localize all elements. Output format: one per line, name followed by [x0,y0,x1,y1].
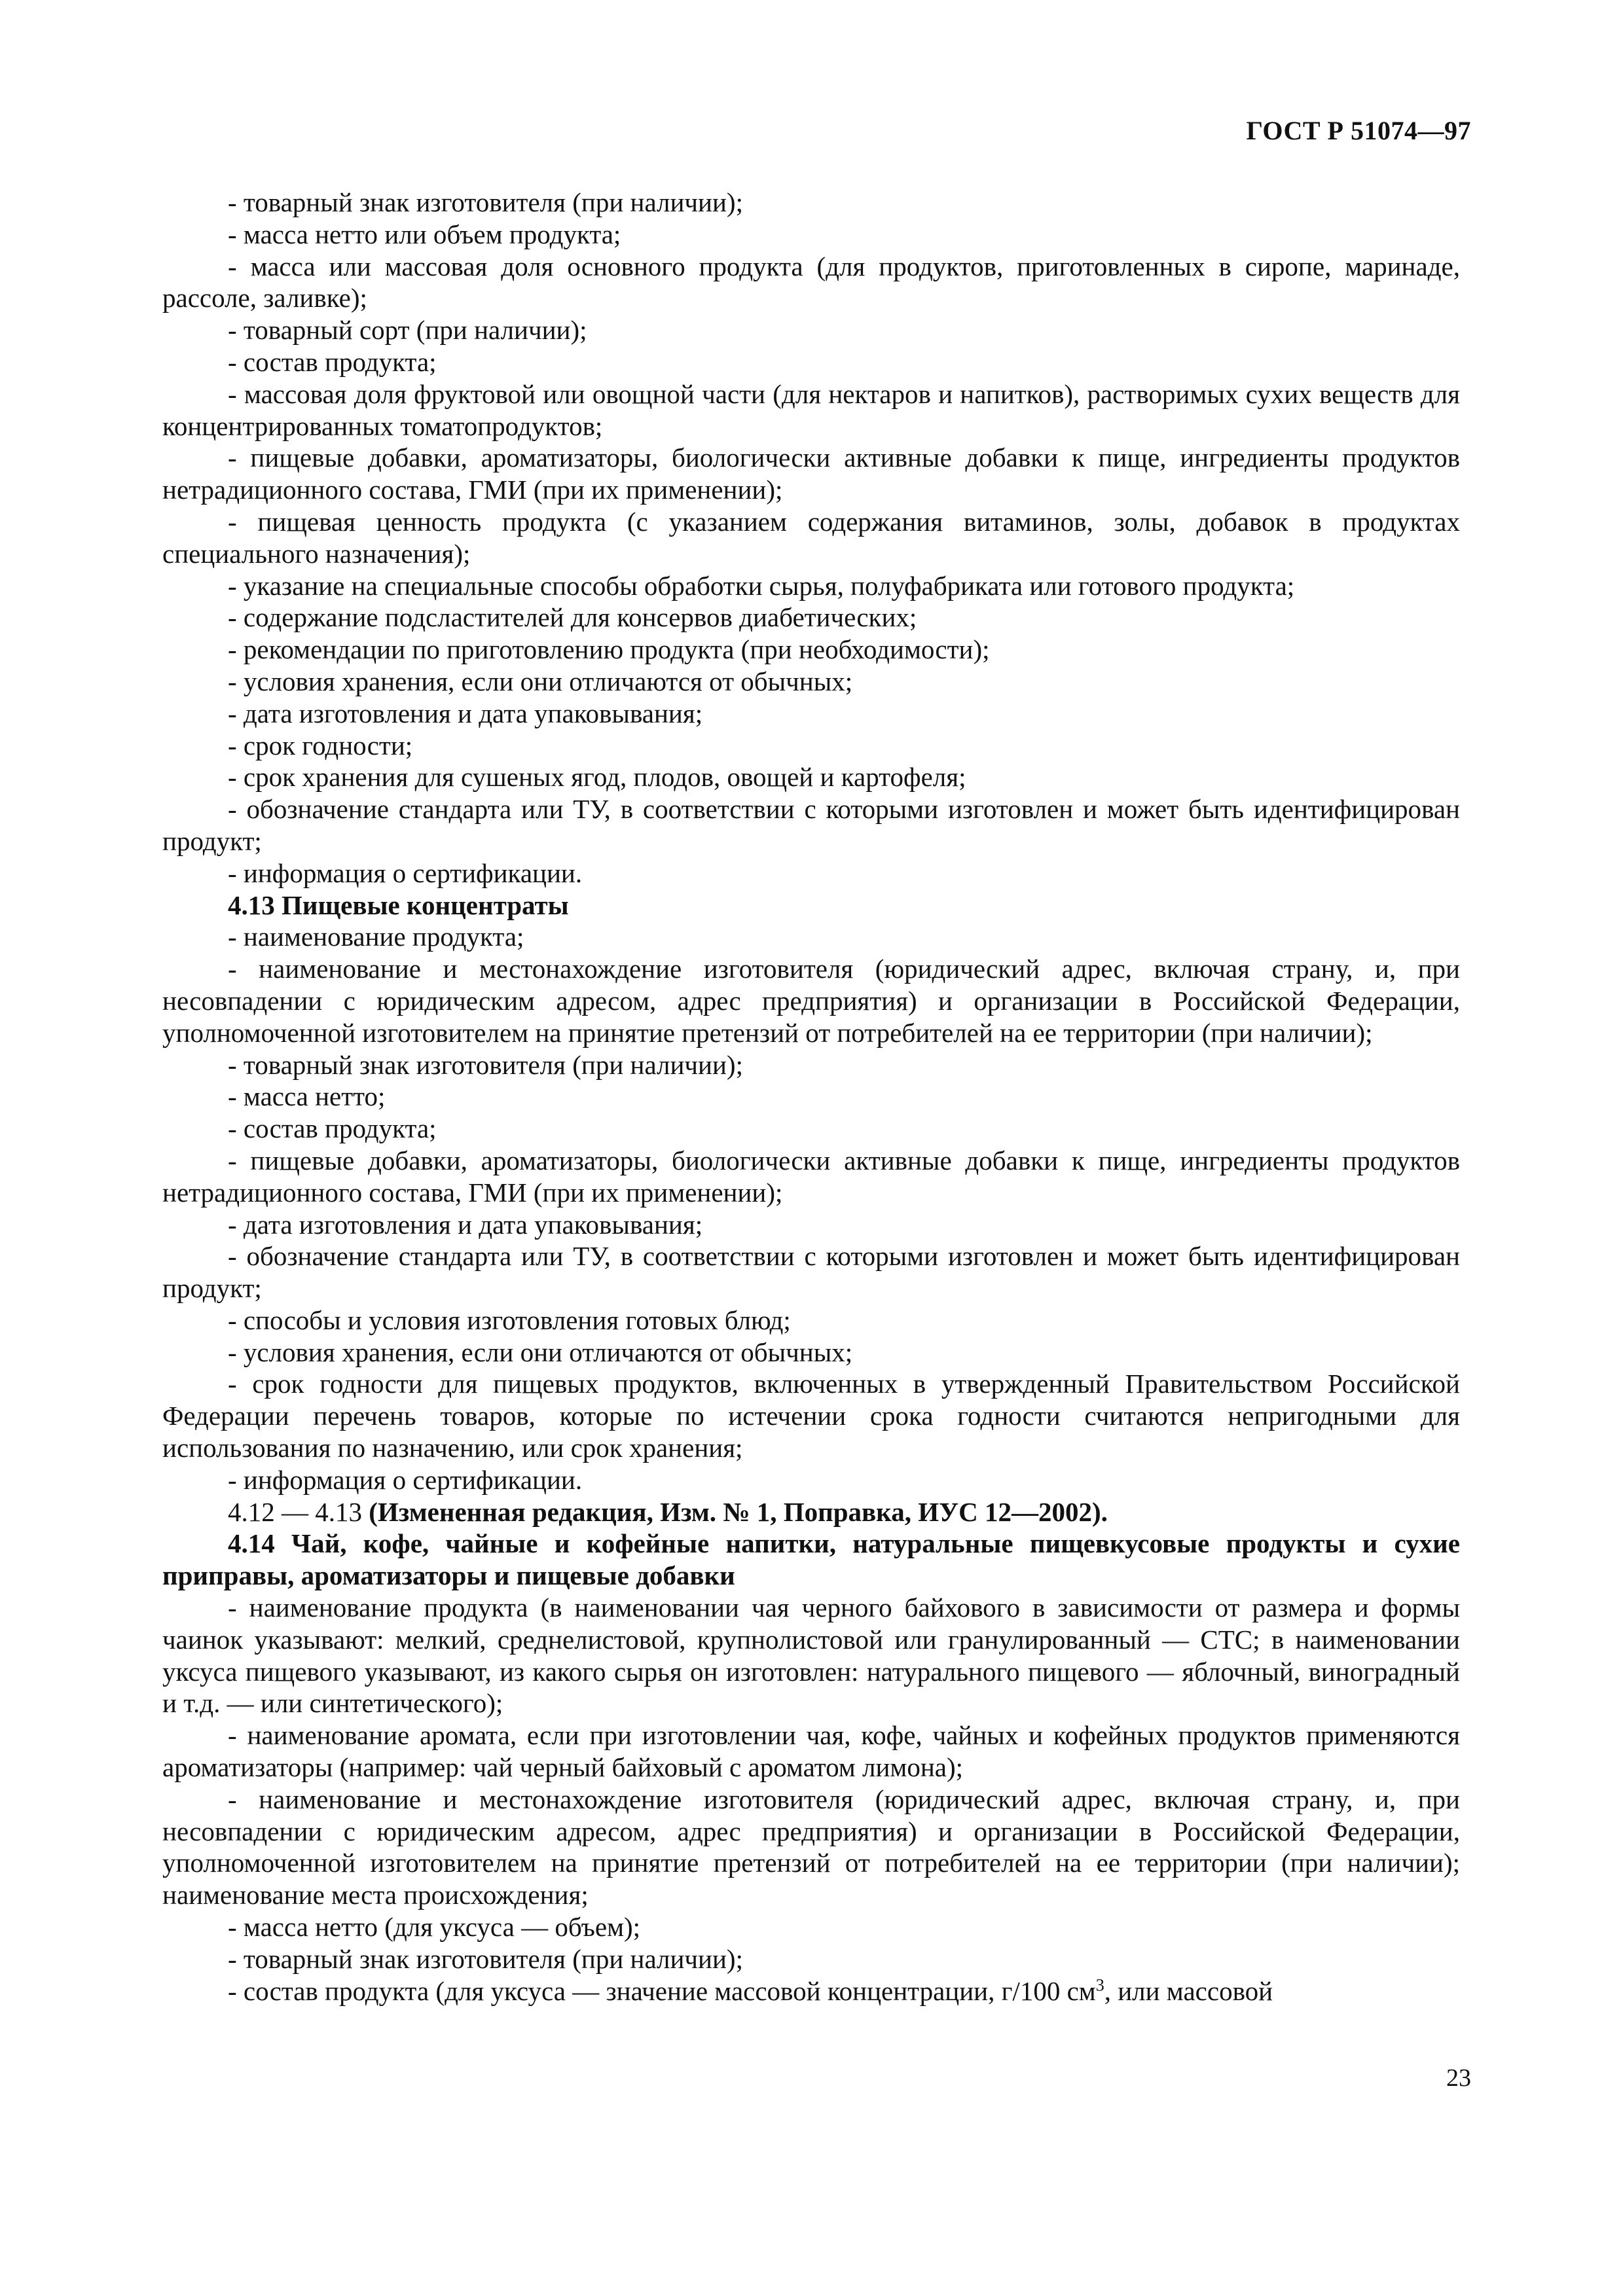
list-item: - обозначение стандарта или ТУ, в соответствии с которыми изготовлен и может быть идентифицирован продукт; [162,1241,1460,1304]
list-item: - указание на специальные способы обработки сырья, полуфабриката или готового продукта; [228,570,1295,601]
amendment-reference: (Измененная редакция, Изм. № 1, Поправка, ИУС 12—2002). [369,1496,1108,1527]
list-item: - наименование продукта (в наименовании чая черного байхового в зависимости от размера и формы чаинок указывают: мелкий, среднелистовой, крупнолистовой или гранулированный — СТС; в наименовании уксуса пищевого указывают, из какого сырья он изготовлен: натурального пищевого — яблочный, виноградный и т.д. — или синтетического); [162,1592,1460,1719]
document-body [162,187,1460,2007]
page-number: 23 [1446,2064,1471,2092]
list-item-text-continued: , или массовой [1104,1975,1273,2006]
list-item: - состав продукта; [228,1113,437,1144]
list-item: - дата изготовления и дата упаковывания; [228,698,703,728]
list-item: - наименование аромата, если при изготовлении чая, кофе, чайных и кофейных продуктов применяются ароматизаторы (например: чай черный байховый с ароматом лимона); [162,1720,1460,1783]
list-item-text: - состав продукта (для уксуса — значение массовой концентрации, г/100 см [228,1975,1096,2006]
list-item: - масса нетто; [228,1081,386,1112]
list-item: - условия хранения, если они отличаются от обычных; [228,1336,853,1367]
list-item: - содержание подсластителей для консервов диабетических; [228,602,917,633]
list-item: - пищевые добавки, ароматизаторы, биологически активные добавки к пище, ингредиенты продуктов нетрадиционного состава, ГМИ (при их применении); [162,1145,1460,1208]
list-item: - срок годности для пищевых продуктов, включенных в утвержденный Правительством Российской Федерации перечень товаров, которые по истечении срока годности считаются непригодными для использования по назначению, или срок хранения; [162,1369,1460,1463]
list-item: - товарный знак изготовителя (при наличии); [228,187,743,217]
amendment-clauses: 4.12 — 4.13 [228,1496,369,1527]
list-item: - масса или массовая доля основного продукта (для продуктов, приготовленных в сиропе, маринаде, рассоле, заливке); [162,251,1460,314]
section-heading: 4.13 Пищевые концентраты [228,889,569,920]
list-item: - наименование и местонахождение изготовителя (юридический адрес, включая страну, и, при несовпадении с юридическим адресом, адрес предприятия) и организации в Российской Федерации, уполномоченной изготовителем на принятие претензий от потребителей на ее территории (при наличии); наименование места происхождения; [162,1784,1460,1910]
list-item: - состав продукта; [228,346,437,377]
list-item: - массовая доля фруктовой или овощной части (для нектаров и напитков), растворимых сухих веществ для концентрированных томатопродуктов; [162,378,1460,441]
list-item: - обозначение стандарта или ТУ, в соответствии с которыми изготовлен и может быть идентифицирован продукт; [162,794,1460,856]
list-item [162,1975,1460,2007]
list-item: - дата изготовления и дата упаковывания; [228,1209,703,1240]
list-item: - товарный знак изготовителя (при наличии); [228,1049,743,1080]
unit-exponent: 3 [1095,1975,1104,1994]
list-item: - масса нетто или объем продукта; [228,219,621,249]
list-item: - масса нетто (для уксуса — объем); [228,1912,641,1943]
list-item: - срок годности; [228,730,413,761]
list-item: - рекомендации по приготовлению продукта (при необходимости); [228,634,990,665]
list-item: - наименование продукта; [228,922,524,952]
standard-code-header: ГОСТ Р 51074—97 [1246,116,1471,145]
list-item: - товарный знак изготовителя (при наличии); [228,1943,743,1974]
list-item: - пищевая ценность продукта (с указанием содержания витаминов, золы, добавок в продуктах специального назначения); [162,506,1460,569]
list-item: - информация о сертификации. [228,1464,583,1495]
amendment-note [162,1496,1460,1528]
list-item: - срок хранения для сушеных ягод, плодов, овощей и картофеля; [228,762,966,793]
list-item: - информация о сертификации. [228,857,583,888]
list-item: - условия хранения, если они отличаются от обычных; [228,666,853,696]
list-item: - наименование и местонахождение изготовителя (юридический адрес, включая страну, и, при несовпадении с юридическим адресом, адрес предприятия) и организации в Российской Федерации, уполномоченной изготовителем на принятие претензий от потребителей на ее территории (при наличии); [162,954,1460,1048]
section-heading: 4.14 Чай, кофе, чайные и кофейные напитки, натуральные пищевкусовые продукты и сухие приправы, ароматизаторы и пищевые добавки [162,1528,1460,1591]
list-item: - пищевые добавки, ароматизаторы, биологически активные добавки к пище, ингредиенты продуктов нетрадиционного состава, ГМИ (при их применении); [162,442,1460,505]
list-item: - товарный сорт (при наличии); [228,315,587,346]
list-item: - способы и условия изготовления готовых блюд; [228,1304,791,1335]
